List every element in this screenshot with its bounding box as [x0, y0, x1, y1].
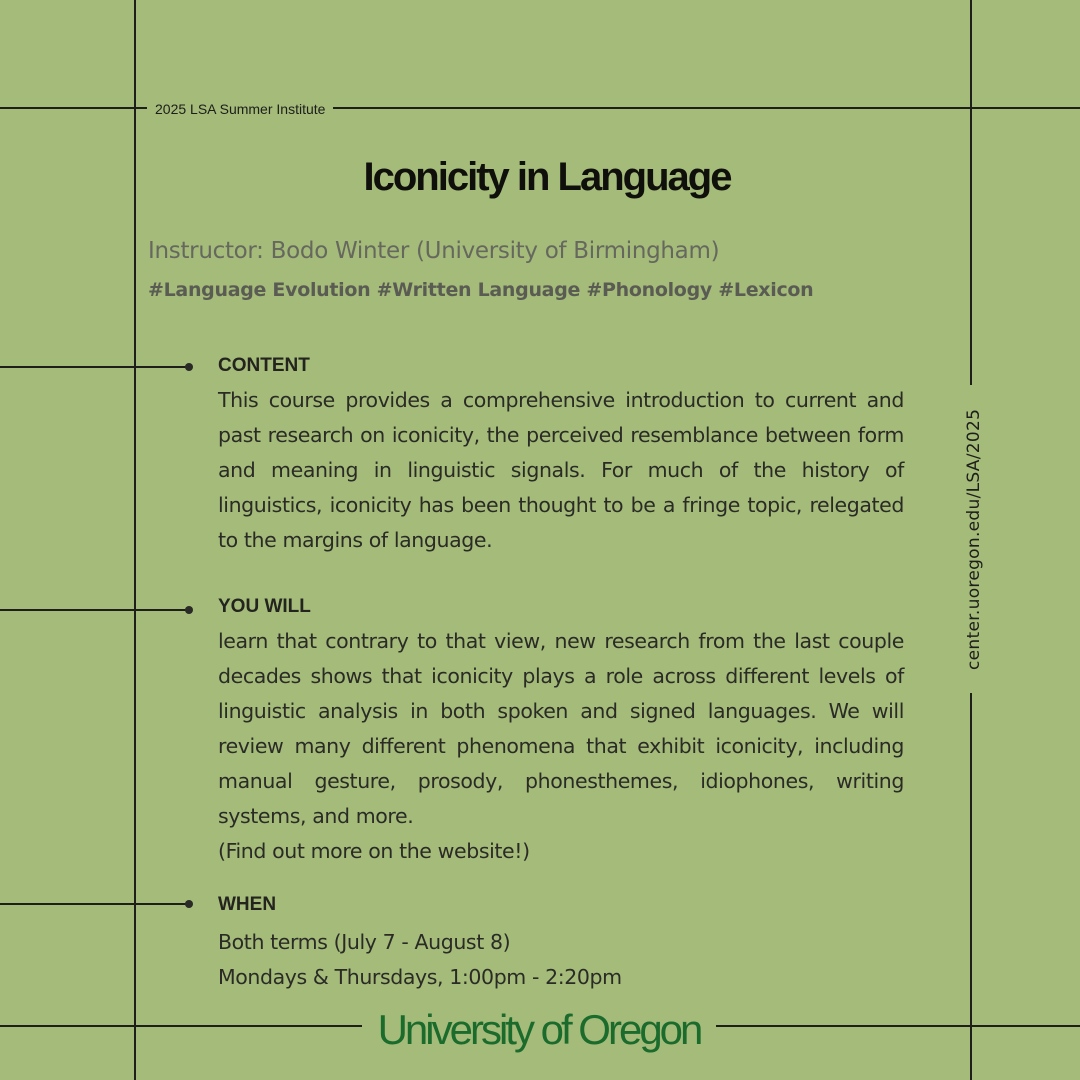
content-body: This course provides a comprehensive introduction to current and past research on iconicity, the perceived resemblance between form and meaning in linguistic signals. For much of the history of linguistics, iconicity has been thought to be a fringe topic, relegated to the margins of language. — [218, 388, 904, 552]
you-will-connector-dot — [185, 606, 193, 614]
content-connector-dot — [185, 363, 193, 371]
when-heading: WHEN — [218, 894, 277, 915]
website-url: center.uoregon.edu/LSA/2025 — [960, 385, 988, 693]
you-will-heading: YOU WILL — [218, 596, 311, 617]
when-connector-dot — [185, 900, 193, 908]
when-schedule: Mondays & Thursdays, 1:00pm - 2:20pm — [218, 965, 622, 989]
instructor-line: Instructor: Bodo Winter (University of Birmingham) — [148, 238, 720, 264]
university-logo: University of Oregon — [362, 1004, 716, 1056]
institute-label: 2025 LSA Summer Institute — [147, 99, 333, 119]
content-connector-line — [0, 366, 188, 368]
topic-tags: #Language Evolution #Written Language #Phonology #Lexicon — [148, 279, 814, 301]
when-terms: Both terms (July 7 - August 8) — [218, 930, 511, 954]
content-heading: CONTENT — [218, 355, 310, 376]
course-title: Iconicity in Language — [363, 155, 731, 199]
you-will-connector-line — [0, 609, 188, 611]
you-will-body: learn that contrary to that view, new research from the last couple decades shows that iconicity plays a role across different levels of linguistic analysis in both spoken and signed languages. We will review many different phenomena that exhibit iconicity, including manual gesture, prosody, phonesthemes, idiophones, writing systems, and more. — [218, 629, 904, 828]
when-connector-line — [0, 903, 188, 905]
website-note: (Find out more on the website!) — [218, 839, 530, 863]
